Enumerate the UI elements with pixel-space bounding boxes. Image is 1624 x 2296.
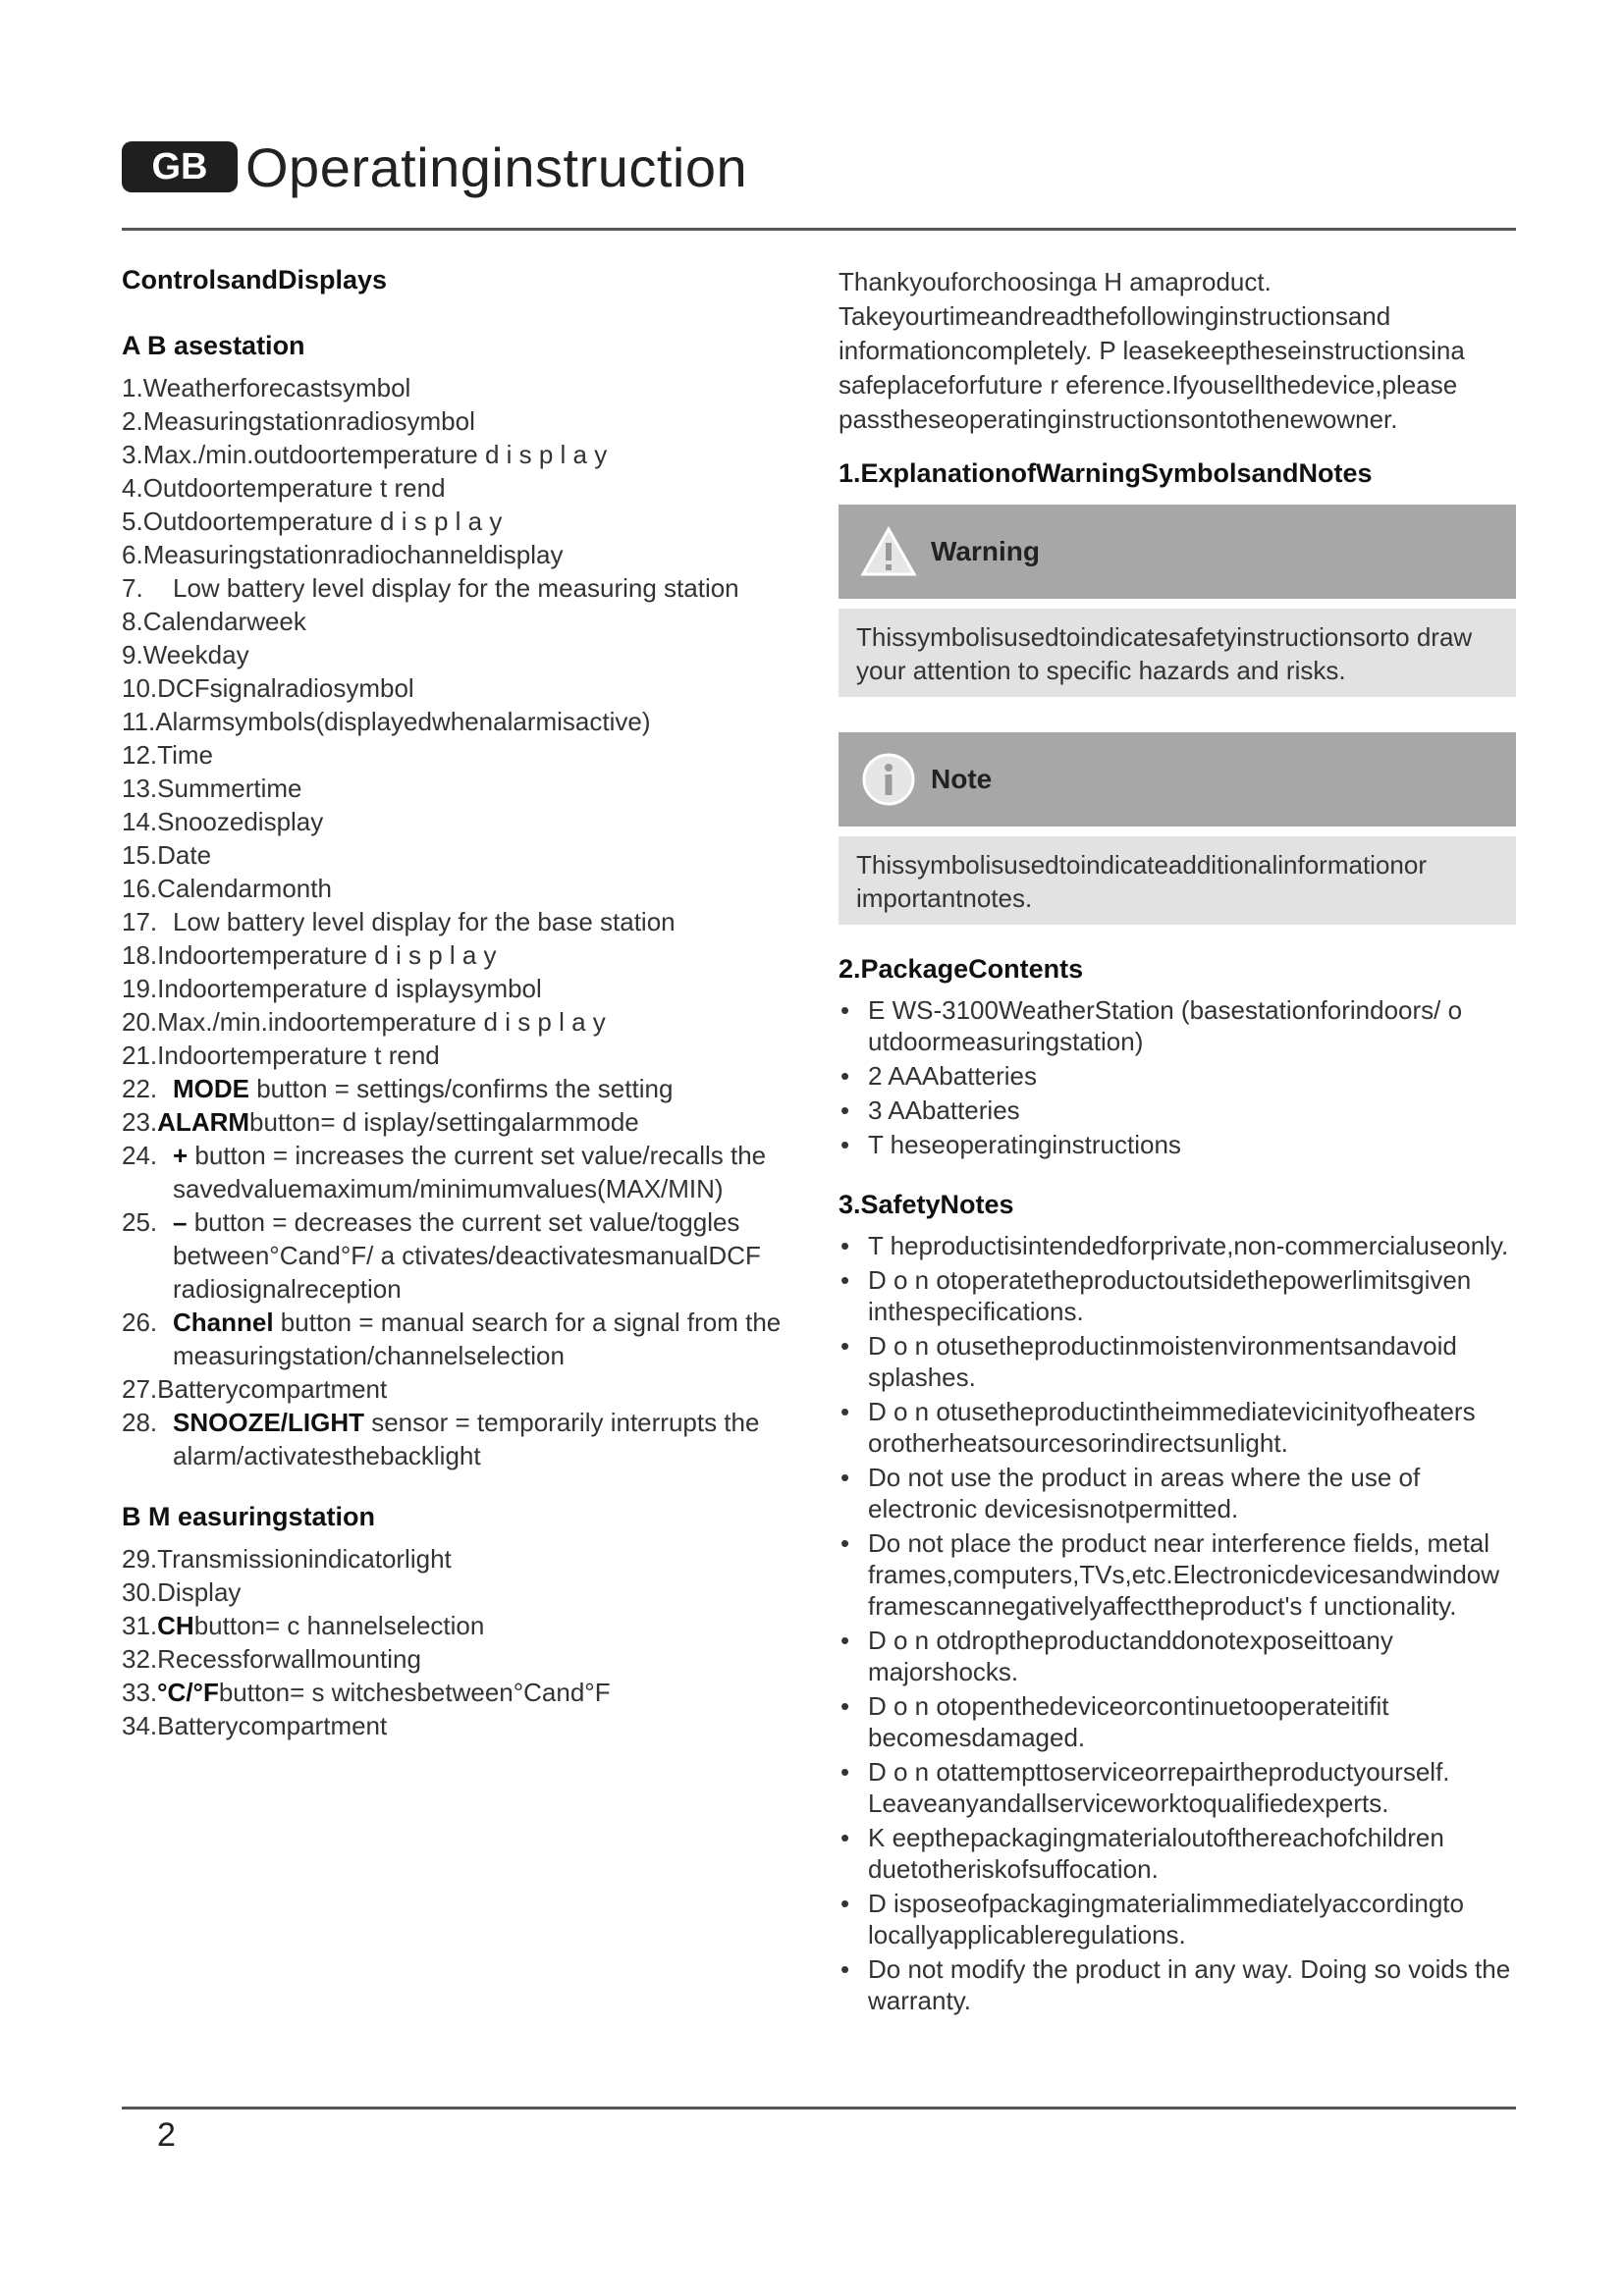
item-text bbox=[143, 505, 789, 538]
measuring-station-list bbox=[122, 1542, 789, 1742]
bullet-item: • D o n otusetheproductintheimmediatevicinityofheaters orotherheatsourcesorindirectsunlight. bbox=[839, 1396, 1516, 1459]
intro-line: Takeyourtimeandreadthefollowinginstructionsand informationcompletely. P leasekeeptheseinstructionsina safeplaceforfuture r eference.Ifyousellthedevice,please passtheseoperatinginstructionsontothenewowner. bbox=[839, 301, 1465, 434]
bullet-item: • D isposeofpackagingmaterialimmediatelyaccordingto locallyapplicableregulations. bbox=[839, 1888, 1516, 1950]
list-item bbox=[122, 738, 789, 772]
section2-heading: 2.PackageContents bbox=[839, 954, 1084, 984]
item-description: Display bbox=[157, 1577, 242, 1607]
item-number: 33. bbox=[122, 1678, 158, 1707]
bullet-item: • D o n otusetheproductinmoistenvironmentsandavoid splashes. bbox=[839, 1330, 1516, 1393]
bullet-item: • D o n otopenthedeviceorcontinuetooperateitifit becomesdamaged. bbox=[839, 1690, 1516, 1753]
item-text bbox=[157, 838, 789, 872]
list-item bbox=[122, 705, 789, 738]
item-description: button = increases the current set value/recalls the savedvaluemaximum/minimumvalues(MAX/MIN) bbox=[173, 1141, 767, 1203]
bullet-item: • Do not modify the product in any way. Doing so voids the warranty. bbox=[839, 1953, 1516, 2016]
item-bold-label: + bbox=[173, 1141, 189, 1170]
right-column bbox=[839, 265, 1516, 2019]
item-description: Alarmsymbols(displayedwhenalarmisactive) bbox=[155, 707, 651, 736]
bullet-item: • D o n otoperatetheproductoutsidethepowerlimitsgiven inthespecifications. bbox=[839, 1264, 1516, 1327]
bullet-item: • Do not use the product in areas where the use of electronic devicesisnotpermitted. bbox=[839, 1462, 1516, 1524]
list-item bbox=[122, 1642, 789, 1676]
item-number: 9. bbox=[122, 640, 143, 669]
item-bold-label: °C/°F bbox=[157, 1678, 219, 1707]
list-item bbox=[122, 438, 789, 471]
warning-box bbox=[839, 505, 1516, 697]
item-description: Time bbox=[157, 740, 213, 770]
item-text bbox=[157, 1372, 789, 1406]
item-number: 18. bbox=[122, 940, 158, 970]
item-number: 4. bbox=[122, 473, 143, 503]
item-number: 30. bbox=[122, 1577, 158, 1607]
item-text bbox=[155, 705, 789, 738]
list-item bbox=[122, 371, 789, 404]
note-header bbox=[839, 732, 1516, 827]
item-number: 12. bbox=[122, 740, 158, 770]
item-number: 26. bbox=[122, 1308, 158, 1337]
item-text bbox=[157, 1575, 789, 1609]
list-item bbox=[122, 938, 789, 972]
page-title: Operatinginstruction bbox=[245, 135, 748, 198]
item-number: 20. bbox=[122, 1007, 158, 1037]
item-bold-label: SNOOZE/LIGHT bbox=[173, 1408, 364, 1437]
item-description: Recessforwallmounting bbox=[157, 1644, 421, 1674]
item-description: Outdoortemperature d i s p l a y bbox=[142, 507, 503, 536]
item-number: 6. bbox=[122, 540, 143, 569]
item-description: Batterycompartment bbox=[157, 1374, 388, 1404]
item-text bbox=[173, 571, 789, 605]
item-description: Max./min.indoortemperature d i s p l a y bbox=[157, 1007, 606, 1037]
list-item bbox=[122, 671, 789, 705]
item-number: 25. bbox=[122, 1207, 158, 1237]
controls-heading: ControlsandDisplays bbox=[122, 265, 388, 294]
item-number: 7. bbox=[122, 573, 143, 603]
item-number: 34. bbox=[122, 1711, 158, 1740]
item-number: 24. bbox=[122, 1141, 158, 1170]
base-station-list bbox=[122, 371, 789, 1472]
bullet-item: • 2 AAAbatteries bbox=[839, 1060, 1516, 1092]
item-text bbox=[157, 738, 789, 772]
item-number: 17. bbox=[122, 907, 158, 936]
list-item bbox=[122, 1306, 789, 1372]
list-item bbox=[122, 638, 789, 671]
item-description: button= d isplay/settingalarmmode bbox=[249, 1107, 639, 1137]
intro-text bbox=[839, 265, 1516, 437]
list-item bbox=[122, 772, 789, 805]
list-item bbox=[122, 1542, 789, 1575]
note-label: Note bbox=[931, 764, 993, 794]
item-number: 11. bbox=[122, 707, 156, 736]
item-number: 22. bbox=[122, 1074, 158, 1103]
item-bold-label: ALARM bbox=[157, 1107, 250, 1137]
bullet-item: • K eepthepackagingmaterialoutofthereachofchildren duetotheriskofsuffocation. bbox=[839, 1822, 1516, 1885]
list-item bbox=[122, 1205, 789, 1306]
item-number: 28. bbox=[122, 1408, 158, 1437]
item-number: 13. bbox=[122, 774, 158, 803]
language-badge: GB bbox=[122, 141, 238, 192]
item-text bbox=[143, 638, 789, 671]
note-text: Thissymbolisusedtoindicateadditionalinformationor importantnotes. bbox=[839, 836, 1516, 925]
item-text bbox=[157, 972, 789, 1005]
item-text bbox=[157, 1105, 789, 1139]
list-item bbox=[122, 505, 789, 538]
list-item bbox=[122, 838, 789, 872]
warning-label: Warning bbox=[931, 536, 1040, 566]
item-description: Low battery level display for the measuring station bbox=[173, 573, 739, 603]
item-description: button = manual search for a signal from the measuringstation/channelselection bbox=[173, 1308, 782, 1370]
item-text bbox=[173, 1205, 789, 1306]
warning-triangle-icon bbox=[858, 523, 919, 580]
list-item bbox=[122, 805, 789, 838]
item-number: 5. bbox=[122, 507, 143, 536]
bullet-item: • D o n otdroptheproductanddonotexposeittoany majorshocks. bbox=[839, 1625, 1516, 1687]
list-item bbox=[122, 972, 789, 1005]
page-number: 2 bbox=[157, 2116, 176, 2154]
note-box bbox=[839, 732, 1516, 925]
item-description: Indoortemperature d i s p l a y bbox=[157, 940, 497, 970]
section3-heading: 3.SafetyNotes bbox=[839, 1190, 1014, 1219]
base-station-heading: A B asestation bbox=[122, 331, 305, 360]
item-description: Date bbox=[157, 840, 212, 870]
item-description: sensor = temporarily interrupts the alarm/activatesthebacklight bbox=[173, 1408, 760, 1470]
item-number: 2. bbox=[122, 406, 143, 436]
item-bold-label: CH bbox=[157, 1611, 194, 1640]
item-text bbox=[157, 1039, 789, 1072]
item-number: 3. bbox=[122, 440, 143, 469]
item-number: 14. bbox=[122, 807, 158, 836]
item-text bbox=[173, 1406, 789, 1472]
measuring-station-heading: B M easuringstation bbox=[122, 1502, 376, 1531]
item-text bbox=[143, 438, 789, 471]
item-text bbox=[143, 471, 789, 505]
left-column bbox=[122, 265, 789, 1742]
bullet-item: • 3 AAbatteries bbox=[839, 1095, 1516, 1126]
list-item bbox=[122, 1105, 789, 1139]
list-item bbox=[122, 1005, 789, 1039]
item-text bbox=[157, 671, 789, 705]
list-item bbox=[122, 905, 789, 938]
item-description: button = decreases the current set value/toggles between°Cand°F/ a ctivates/deactivatesmanualDCF radiosignalreception bbox=[173, 1207, 761, 1304]
item-description: Indoortemperature t rend bbox=[157, 1041, 440, 1070]
list-item bbox=[122, 1709, 789, 1742]
item-number: 29. bbox=[122, 1544, 158, 1574]
item-number: 1. bbox=[122, 373, 143, 402]
item-text bbox=[173, 1072, 789, 1105]
item-text bbox=[143, 404, 789, 438]
item-description: Measuringstationradiosymbol bbox=[142, 406, 475, 436]
list-item bbox=[122, 1072, 789, 1105]
item-description: Measuringstationradiochanneldisplay bbox=[142, 540, 564, 569]
item-number: 32. bbox=[122, 1644, 158, 1674]
item-bold-label: – bbox=[173, 1207, 188, 1237]
item-number: 21. bbox=[122, 1041, 158, 1070]
item-description: Batterycompartment bbox=[157, 1711, 388, 1740]
item-number: 15. bbox=[122, 840, 158, 870]
item-text bbox=[173, 1306, 789, 1372]
item-bold-label: MODE bbox=[173, 1074, 249, 1103]
item-description: Snoozedisplay bbox=[157, 807, 324, 836]
item-text bbox=[173, 905, 789, 938]
item-description: Transmissionindicatorlight bbox=[157, 1544, 452, 1574]
list-item bbox=[122, 1039, 789, 1072]
list-item bbox=[122, 538, 789, 571]
item-text bbox=[173, 1139, 789, 1205]
item-description: Calendarmonth bbox=[157, 874, 332, 903]
item-description: Indoortemperature d isplaysymbol bbox=[157, 974, 542, 1003]
item-number: 23. bbox=[122, 1107, 158, 1137]
item-description: Low battery level display for the base station bbox=[173, 907, 676, 936]
item-description: Max./min.outdoortemperature d i s p l a y bbox=[142, 440, 608, 469]
item-text bbox=[157, 1709, 789, 1742]
item-text bbox=[157, 938, 789, 972]
intro-line: Thankyouforchoosinga H amaproduct. bbox=[839, 267, 1272, 296]
item-description: Summertime bbox=[157, 774, 302, 803]
list-item bbox=[122, 1575, 789, 1609]
item-number: 16. bbox=[122, 874, 158, 903]
list-item bbox=[122, 1139, 789, 1205]
item-description: Weatherforecastsymbol bbox=[142, 373, 411, 402]
list-item bbox=[122, 605, 789, 638]
list-item bbox=[122, 404, 789, 438]
item-description: button= c hannelselection bbox=[193, 1611, 485, 1640]
list-item bbox=[122, 872, 789, 905]
item-text bbox=[143, 538, 789, 571]
list-item bbox=[122, 1609, 789, 1642]
footer-divider bbox=[122, 2107, 1516, 2109]
item-description: DCFsignalradiosymbol bbox=[157, 673, 414, 703]
item-text bbox=[157, 1609, 789, 1642]
item-description: Weekday bbox=[142, 640, 249, 669]
item-bold-label: Channel bbox=[173, 1308, 274, 1337]
item-number: 19. bbox=[122, 974, 158, 1003]
item-text bbox=[157, 872, 789, 905]
item-description: button= s witchesbetween°Cand°F bbox=[218, 1678, 611, 1707]
item-number: 10. bbox=[122, 673, 158, 703]
item-text bbox=[143, 371, 789, 404]
bullet-item: • E WS-3100WeatherStation (basestationforindoors/ o utdoormeasuringstation) bbox=[839, 994, 1516, 1057]
item-description: Outdoortemperature t rend bbox=[142, 473, 446, 503]
item-description: Calendarweek bbox=[142, 607, 306, 636]
item-text bbox=[157, 1642, 789, 1676]
item-number: 31. bbox=[122, 1611, 158, 1640]
item-number: 27. bbox=[122, 1374, 158, 1404]
list-item bbox=[122, 471, 789, 505]
item-text bbox=[157, 805, 789, 838]
item-text bbox=[143, 605, 789, 638]
item-text bbox=[157, 1542, 789, 1575]
package-contents-list bbox=[839, 994, 1516, 1160]
warning-header bbox=[839, 505, 1516, 599]
bullet-item: • D o n otattempttoserviceorrepairtheproductyourself. Leaveanyandallserviceworktoqualifiedexperts. bbox=[839, 1756, 1516, 1819]
bullet-item: • Do not place the product near interference fields, metal frames,computers,TVs,etc.Electronicdevicesandwindow framescannegativelyaffecttheproduct's f unctionality. bbox=[839, 1527, 1516, 1622]
bullet-item: • T heseoperatinginstructions bbox=[839, 1129, 1516, 1160]
header-divider bbox=[122, 228, 1516, 231]
list-item bbox=[122, 1406, 789, 1472]
bullet-item: • T heproductisintendedforprivate,non-commercialuseonly. bbox=[839, 1230, 1516, 1261]
item-number: 8. bbox=[122, 607, 143, 636]
list-item bbox=[122, 1372, 789, 1406]
list-item bbox=[122, 1676, 789, 1709]
item-text bbox=[157, 1005, 789, 1039]
safety-notes-list bbox=[839, 1230, 1516, 2016]
item-description: button = settings/confirms the setting bbox=[249, 1074, 674, 1103]
section1-heading: 1.ExplanationofWarningSymbolsandNotes bbox=[839, 458, 1373, 488]
item-text bbox=[157, 1676, 789, 1709]
list-item bbox=[122, 571, 789, 605]
item-text bbox=[157, 772, 789, 805]
warning-text: Thissymbolisusedtoindicatesafetyinstructionsorto draw your attention to specific hazards and risks. bbox=[839, 609, 1516, 697]
info-circle-icon bbox=[858, 751, 919, 808]
page-header bbox=[122, 137, 747, 196]
